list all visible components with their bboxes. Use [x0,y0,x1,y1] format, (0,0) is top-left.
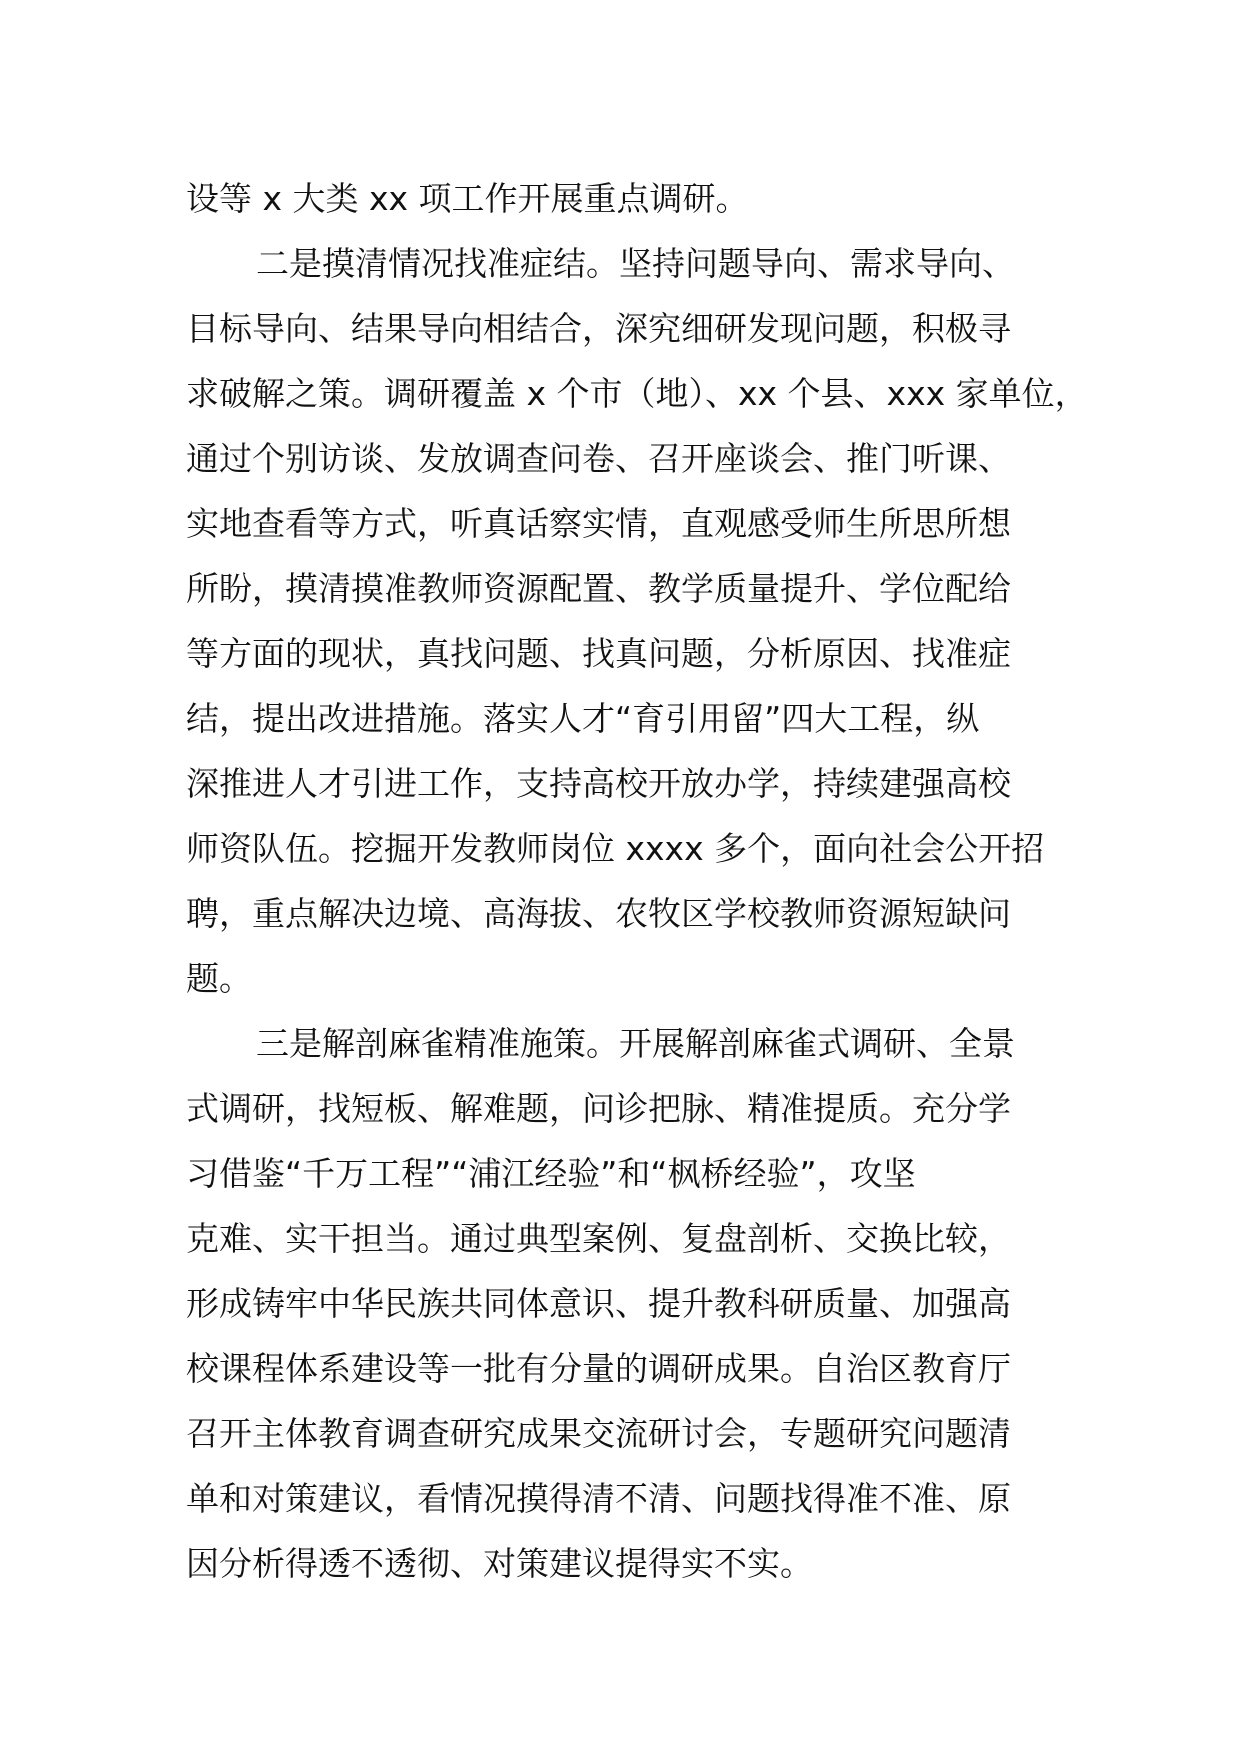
text-line: 深推进人才引进工作，支持高校开放办学，持续建强高校 [186,764,1011,803]
paragraph-section-two [186,231,1088,1011]
text-line: 等方面的现状，真找问题、找真问题，分析原因、找准症 [186,634,1011,673]
text-line: 设等 x 大类 xx 项工作开展重点调研。 [186,179,749,218]
text-line: 三是解剖麻雀精准施策。开展解剖麻雀式调研、全景 [256,1024,1015,1063]
paragraph-continuation [186,166,1066,231]
text-line: 单和对策建议，看情况摸得清不清、问题找得准不准、原 [186,1479,1011,1518]
text-line: 校课程体系建设等一批有分量的调研成果。自治区教育厅 [186,1349,1011,1388]
text-line: 聘，重点解决边境、高海拔、农牧区学校教师资源短缺问 [186,894,1011,933]
text-line: 因分析得透不透彻、对策建议提得实不实。 [186,1544,813,1583]
text-line: 式调研，找短板、解难题，问诊把脉、精准提质。充分学 [186,1089,1011,1128]
paragraph-section-three [186,1011,1066,1596]
text-line: 召开主体教育调查研究成果交流研讨会，专题研究问题清 [186,1414,1011,1453]
text-line: 形成铸牢中华民族共同体意识、提升教科研质量、加强高 [186,1284,1011,1323]
text-line: 结，提出改进措施。落实人才“育引用留”四大工程，纵 [186,699,980,738]
text-line: 所盼，摸清摸准教师资源配置、教学质量提升、学位配给 [186,569,1011,608]
text-line: 二是摸清情况找准症结。坚持问题导向、需求导向、 [256,244,1015,283]
text-line: 通过个别访谈、发放调查问卷、召开座谈会、推门听课、 [186,439,1011,478]
text-line: 习借鉴“千万工程”“浦江经验”和“枫桥经验”，攻坚 [186,1154,916,1193]
text-line: 实地查看等方式，听真话察实情，直观感受师生所思所想 [186,504,1011,543]
text-line: 师资队伍。挖掘开发教师岗位 xxxx 多个，面向社会公开招 [186,829,1045,868]
text-line: 求破解之策。调研覆盖 x 个市（地）、xx 个县、xxx 家单位， [186,374,1088,413]
document-body [186,166,1088,1596]
text-line: 题。 [186,959,252,998]
text-line: 目标导向、结果导向相结合，深究细研发现问题，积极寻 [186,309,1011,348]
text-line: 克难、实干担当。通过典型案例、复盘剖析、交换比较， [186,1219,1011,1258]
